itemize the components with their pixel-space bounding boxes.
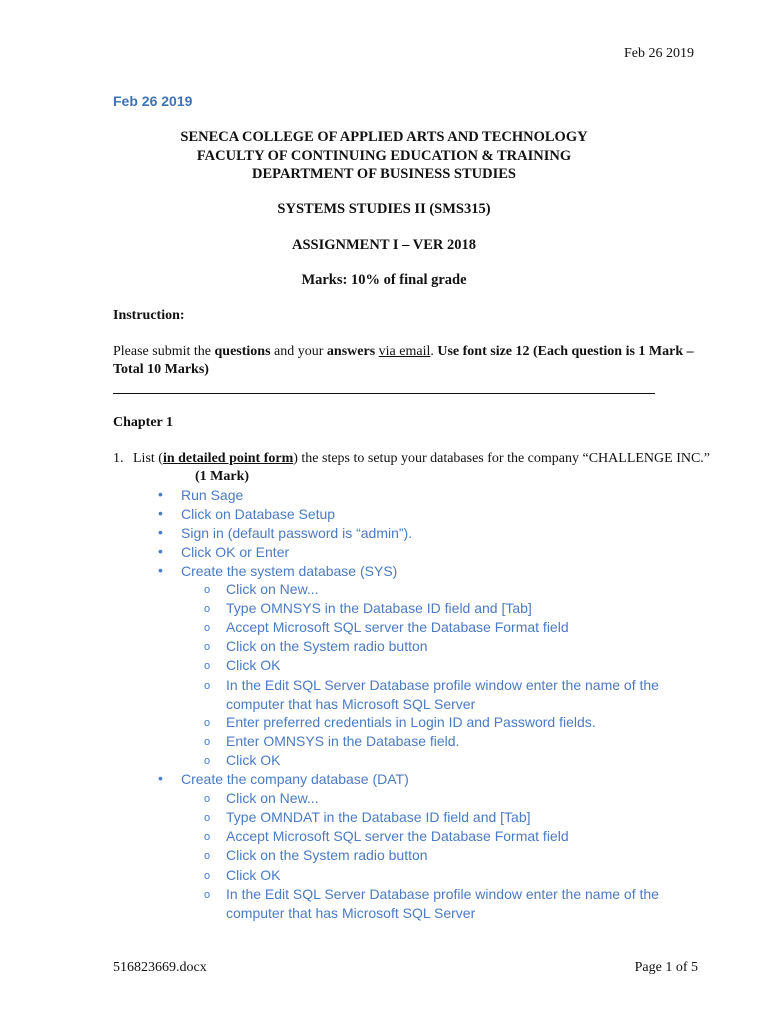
sub-list-item-text: In the Edit SQL Server Database profile window enter the name of the computer that has Microsoft SQL Server bbox=[226, 677, 659, 712]
sub-list-item-text: Click on New... bbox=[226, 790, 319, 806]
list-item-text: Run Sage bbox=[181, 487, 244, 503]
title-line-2: FACULTY OF CONTINUING EDUCATION & TRAINING bbox=[196, 147, 572, 164]
chapter-heading: Chapter 1 bbox=[113, 415, 174, 430]
list-item: • Sign in (default password is “admin”). bbox=[158, 524, 413, 541]
sub-list-item-text: Click on the System radio button bbox=[226, 638, 428, 654]
sub-list-item: o Click on the System radio button bbox=[204, 847, 428, 863]
instruction-bold-font-size: Use font size 12 (Each question is 1 Mark – Total 10 Marks) bbox=[113, 344, 694, 377]
sub-list-item-text: Accept Microsoft SQL server the Database Format field bbox=[226, 828, 569, 844]
sub-list-item: o In the Edit SQL Server Database profile window enter the name of the computer that has Microsoft SQL Server bbox=[204, 677, 659, 712]
sub-list-item-text: Click OK bbox=[226, 657, 281, 673]
question-mark: (1 Mark) bbox=[195, 469, 250, 484]
sub-list-item-text: Type OMNSYS in the Database ID field and [Tab] bbox=[226, 600, 532, 616]
question-text-part: ) the steps to setup your databases for the company “CHALLENGE INC.” bbox=[293, 451, 711, 466]
list-item: • Create the company database (DAT) bbox=[158, 770, 409, 787]
instruction-text: Please submit the bbox=[113, 344, 215, 359]
sub-list-item: o Click on New... bbox=[204, 581, 319, 597]
sub-list-item-text: In the Edit SQL Server Database profile window enter the name of the computer that has Microsoft SQL Server bbox=[226, 886, 659, 921]
instruction-text: . bbox=[430, 344, 438, 359]
instruction-label: Instruction: bbox=[113, 308, 185, 323]
list-item: • Click OK or Enter bbox=[158, 543, 290, 560]
instruction-bold-answers: answers bbox=[326, 344, 376, 359]
sub-list-item: o Enter OMNSYS in the Database field. bbox=[204, 733, 460, 749]
sub-list-item: o Type OMNSYS in the Database ID field and [Tab] bbox=[204, 600, 532, 616]
list-item-text: Click OK or Enter bbox=[181, 544, 290, 560]
sub-list-item-text: Click on the System radio button bbox=[226, 847, 428, 863]
course-title: SYSTEMS STUDIES II (SMS315) bbox=[277, 201, 491, 217]
sub-list-item: o Click OK bbox=[204, 657, 281, 673]
sub-list-item-text: Click OK bbox=[226, 867, 281, 883]
sub-list-item-text: Enter OMNSYS in the Database field. bbox=[226, 733, 460, 749]
list-item: • Create the system database (SYS) bbox=[158, 562, 398, 579]
list-item-text: Create the system database (SYS) bbox=[181, 563, 398, 579]
question-emphasis: in detailed point form bbox=[162, 451, 294, 466]
header-date: Feb 26 2019 bbox=[624, 46, 694, 61]
sub-list-item: o Click on the System radio button bbox=[204, 638, 428, 654]
sub-list-item: o Accept Microsoft SQL server the Database Format field bbox=[204, 619, 569, 635]
sub-list-item: o Click on New... bbox=[204, 790, 319, 806]
sub-list-item-text: Click OK bbox=[226, 752, 281, 768]
document-date: Feb 26 2019 bbox=[113, 93, 193, 109]
title-line-3: DEPARTMENT OF BUSINESS STUDIES bbox=[252, 166, 516, 182]
instruction-bold-questions: questions bbox=[214, 344, 271, 359]
title-line-1: SENECA COLLEGE OF APPLIED ARTS AND TECHNOLOGY bbox=[180, 129, 588, 145]
marks-line: Marks: 10% of final grade bbox=[301, 272, 467, 288]
sub-list-item: o In the Edit SQL Server Database profile window enter the name of the computer that has Microsoft SQL Server bbox=[204, 886, 659, 921]
sub-list-item: o Type OMNDAT in the Database ID field and [Tab] bbox=[204, 809, 531, 825]
sub-list-item: o Click OK bbox=[204, 867, 281, 883]
footer-filename: 516823669.docx bbox=[113, 960, 207, 975]
question-number: 1. bbox=[113, 451, 124, 466]
footer-page-number: Page 1 of 5 bbox=[634, 960, 698, 975]
list-item-text: Click on Database Setup bbox=[181, 506, 336, 522]
list-item: • Click on Database Setup bbox=[158, 505, 336, 522]
list-item: • Run Sage bbox=[158, 486, 244, 503]
instruction-via-email: via email bbox=[378, 344, 431, 359]
sub-list-item-text: Type OMNDAT in the Database ID field and [Tab] bbox=[226, 809, 531, 825]
list-item-text: Sign in (default password is “admin”). bbox=[181, 525, 413, 541]
sub-list-item-text: Accept Microsoft SQL server the Database Format field bbox=[226, 619, 569, 635]
sub-list-item: o Enter preferred credentials in Login ID and Password fields. bbox=[204, 714, 596, 730]
assignment-title: ASSIGNMENT I – VER 2018 bbox=[292, 237, 476, 253]
sub-list-item-text: Click on New... bbox=[226, 581, 319, 597]
question-text-part: List ( bbox=[133, 451, 163, 466]
sub-list-item: o Click OK bbox=[204, 752, 281, 768]
list-item-text: Create the company database (DAT) bbox=[181, 771, 409, 787]
sub-list-item: o Accept Microsoft SQL server the Database Format field bbox=[204, 828, 569, 844]
instruction-text: and your bbox=[270, 344, 327, 359]
sub-list-item-text: Enter preferred credentials in Login ID and Password fields. bbox=[226, 714, 596, 730]
